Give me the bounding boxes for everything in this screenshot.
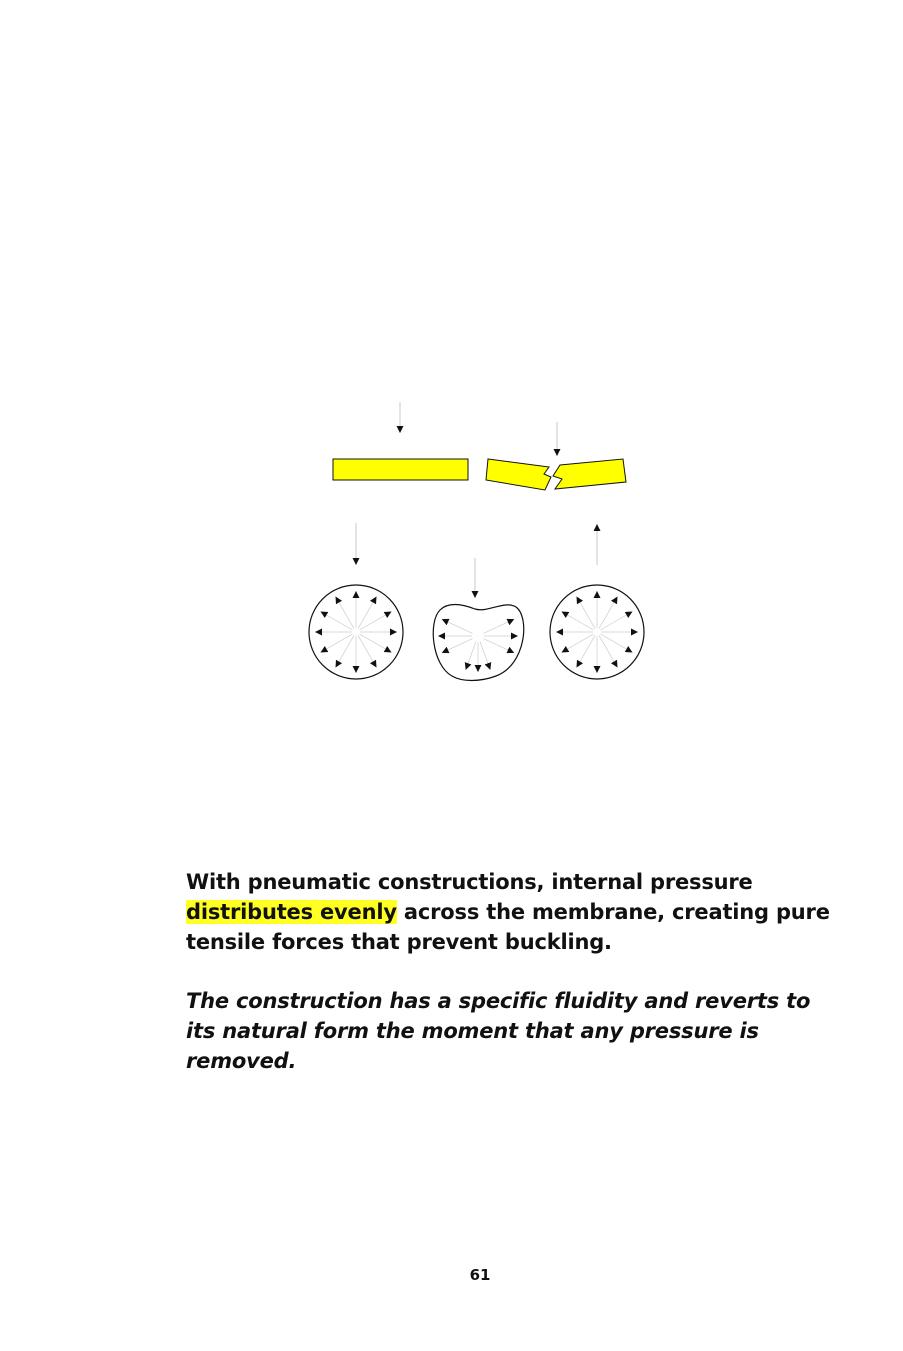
internal-pressure-arrow	[442, 619, 473, 633]
cushion-outline-middle	[433, 605, 523, 681]
internal-pressure-arrow	[336, 635, 355, 667]
internal-pressure-arrow	[599, 635, 618, 667]
internal-pressure-arrow	[600, 634, 632, 653]
pneumatic-cushion-middle-deformed	[433, 605, 523, 681]
internal-pressure-arrow	[480, 642, 490, 670]
internal-pressure-arrow	[561, 634, 593, 653]
internal-pressure-arrow	[358, 635, 377, 667]
broken-beam-group	[486, 422, 626, 490]
internal-pressure-arrow	[466, 642, 476, 670]
internal-pressure-arrow	[359, 634, 391, 653]
internal-pressure-arrow	[599, 596, 618, 628]
internal-pressure-arrow	[320, 612, 352, 631]
body-paragraph-2-italic: The construction has a specific fluidity and reverts to its natural form the moment that any pressure is removed.	[186, 989, 811, 1073]
internal-pressure-arrow	[600, 612, 632, 631]
internal-pressure-arrow	[359, 612, 391, 631]
internal-pressure-arrow	[442, 639, 473, 653]
highlighted-phrase: distributes evenly	[186, 900, 397, 924]
internal-pressure-arrow	[336, 596, 355, 628]
paragraph-1-start: With pneumatic constructions, internal pressure	[186, 870, 753, 894]
internal-pressure-arrow	[561, 612, 593, 631]
intact-beam-group	[333, 402, 468, 480]
paragraph-1-end: across the membrane, creating pure tensile forces that prevent buckling.	[186, 900, 830, 954]
body-paragraph-1	[186, 867, 846, 957]
broken-beam-left-half	[486, 459, 551, 490]
page-number: 61	[469, 1266, 491, 1284]
internal-pressure-arrow	[320, 634, 352, 653]
pneumatic-cushion-left	[309, 585, 403, 679]
intact-beam	[333, 459, 468, 480]
internal-pressure-arrow	[358, 596, 377, 628]
internal-pressure-arrow	[577, 635, 596, 667]
broken-beam-right-half	[553, 459, 626, 489]
internal-pressure-arrow	[577, 596, 596, 628]
internal-pressure-arrow	[483, 639, 514, 653]
internal-pressure-arrow	[483, 619, 514, 633]
pneumatic-cushion-right	[550, 585, 644, 679]
